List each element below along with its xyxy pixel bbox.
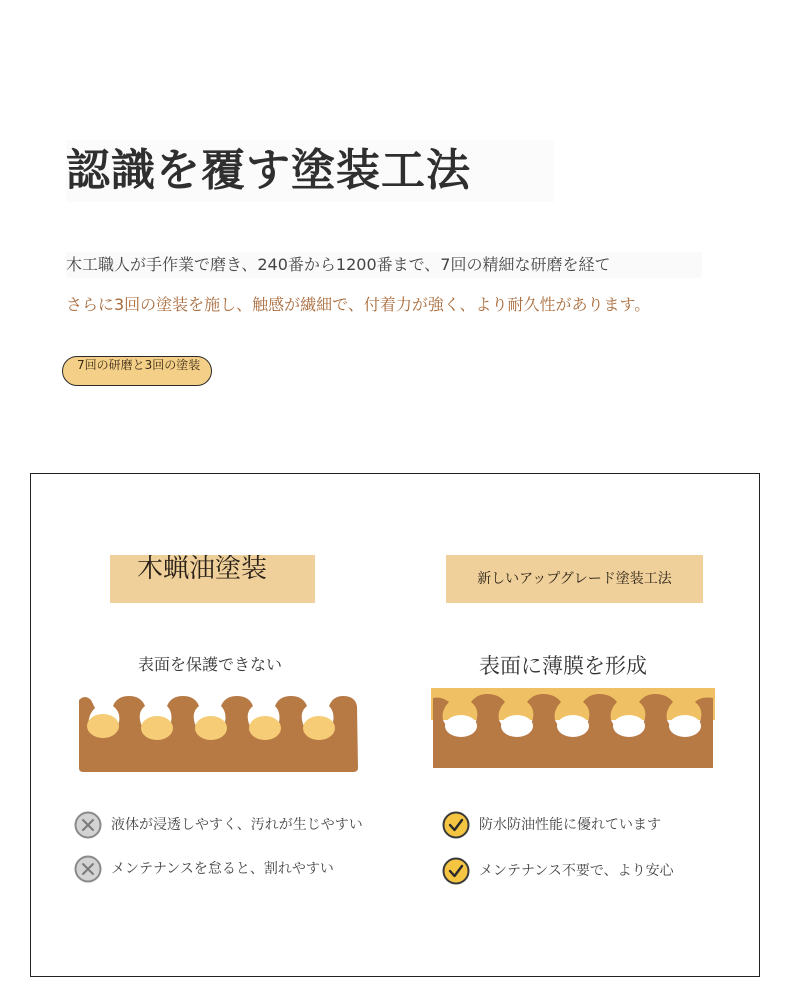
- description-line-2: さらに3回の塗装を施し、触感が繊細で、付着力が強く、より耐久性があります。: [66, 295, 651, 314]
- feature-text: メンテナンスを怠ると、割れやすい: [111, 861, 334, 877]
- page-title: 認識を覆す塗装工法: [66, 140, 554, 202]
- wood-surface-uncoated-illustration: [73, 694, 363, 774]
- wax-oil-subtitle: 表面を保護できない: [138, 655, 283, 674]
- cross-circle-icon: [73, 810, 103, 840]
- feature-text: 防水防油性能に優れています: [479, 817, 661, 833]
- wood-surface-coated-illustration: [431, 688, 715, 772]
- upgrade-coating-label: 新しいアップグレード塗装工法: [446, 555, 703, 603]
- feature-text: メンテナンス不要で、より安心: [479, 863, 674, 879]
- comparison-card: [30, 473, 760, 977]
- description-line-1: 木工職人が手作業で磨き、240番から1200番まで、7回の精細な研磨を経て: [66, 252, 702, 278]
- upgrade-coating-subtitle: 表面に薄膜を形成: [479, 654, 647, 678]
- wax-oil-label: 木蝋油塗装: [110, 555, 315, 603]
- feature-badge: 7回の研磨と3回の塗装: [62, 356, 212, 386]
- feature-text: 液体が浸透しやすく、汚れが生じやすい: [111, 817, 363, 833]
- cross-circle-icon: [73, 854, 103, 884]
- check-circle-icon: [441, 810, 471, 840]
- check-circle-icon: [441, 856, 471, 886]
